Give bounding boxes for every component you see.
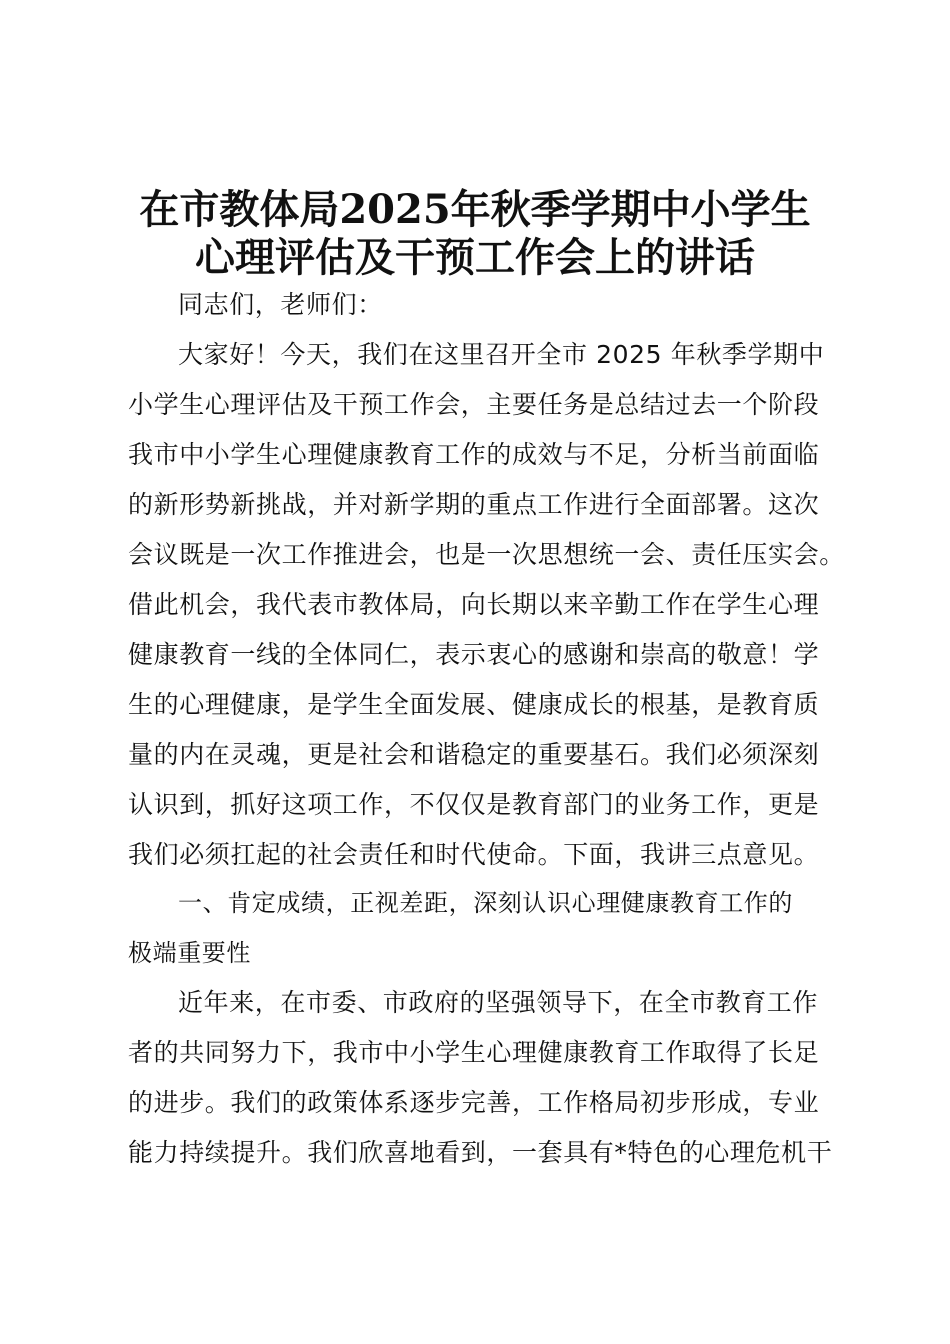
paragraph-line: 的新形势新挑战，并对新学期的重点工作进行全面部署。这次 <box>128 490 820 519</box>
paragraph-line: 生的心理健康，是学生全面发展、健康成长的根基，是教育质 <box>128 690 820 719</box>
paragraph-line: 量的内在灵魂，更是社会和谐稳定的重要基石。我们必须深刻 <box>128 740 820 769</box>
paragraph-line: 我市中小学生心理健康教育工作的成效与不足，分析当前面临 <box>128 440 820 469</box>
document-title-line-2: 心理评估及干预工作会上的讲话 <box>195 234 755 281</box>
section-heading-line-2: 极端重要性 <box>128 939 251 967</box>
paragraph-line: 借此机会，我代表市教体局，向长期以来辛勤工作在学生心理 <box>128 590 820 619</box>
paragraph-line: 会议既是一次工作推进会，也是一次思想统一会、责任压实会。 <box>128 540 845 569</box>
paragraph-line: 小学生心理评估及干预工作会，主要任务是总结过去一个阶段 <box>128 390 820 419</box>
paragraph-line: 能力持续提升。我们欣喜地看到，一套具有*特色的心理危机干 <box>128 1138 833 1167</box>
section-heading-line-1: 一、肯定成绩，正视差距，深刻认识心理健康教育工作的 <box>178 889 793 917</box>
paragraph-line: 大家好！今天，我们在这里召开全市 2025 年秋季学期中 <box>178 340 825 369</box>
document-title-line-1: 在市教体局2025年秋季学期中小学生 <box>139 186 811 233</box>
paragraph-line: 近年来，在市委、市政府的坚强领导下，在全市教育工作 <box>178 988 819 1017</box>
greeting: 同志们，老师们： <box>178 290 383 319</box>
paragraph-line: 我们必须扛起的社会责任和时代使命。下面，我讲三点意见。 <box>128 840 820 869</box>
paragraph-line: 认识到，抓好这项工作，不仅仅是教育部门的业务工作，更是 <box>128 790 820 819</box>
paragraph-line: 健康教育一线的全体同仁，表示衷心的感谢和崇高的敬意！学 <box>128 640 820 669</box>
paragraph-line: 的进步。我们的政策体系逐步完善，工作格局初步形成，专业 <box>128 1088 820 1117</box>
paragraph-line: 者的共同努力下，我市中小学生心理健康教育工作取得了长足 <box>128 1038 820 1067</box>
